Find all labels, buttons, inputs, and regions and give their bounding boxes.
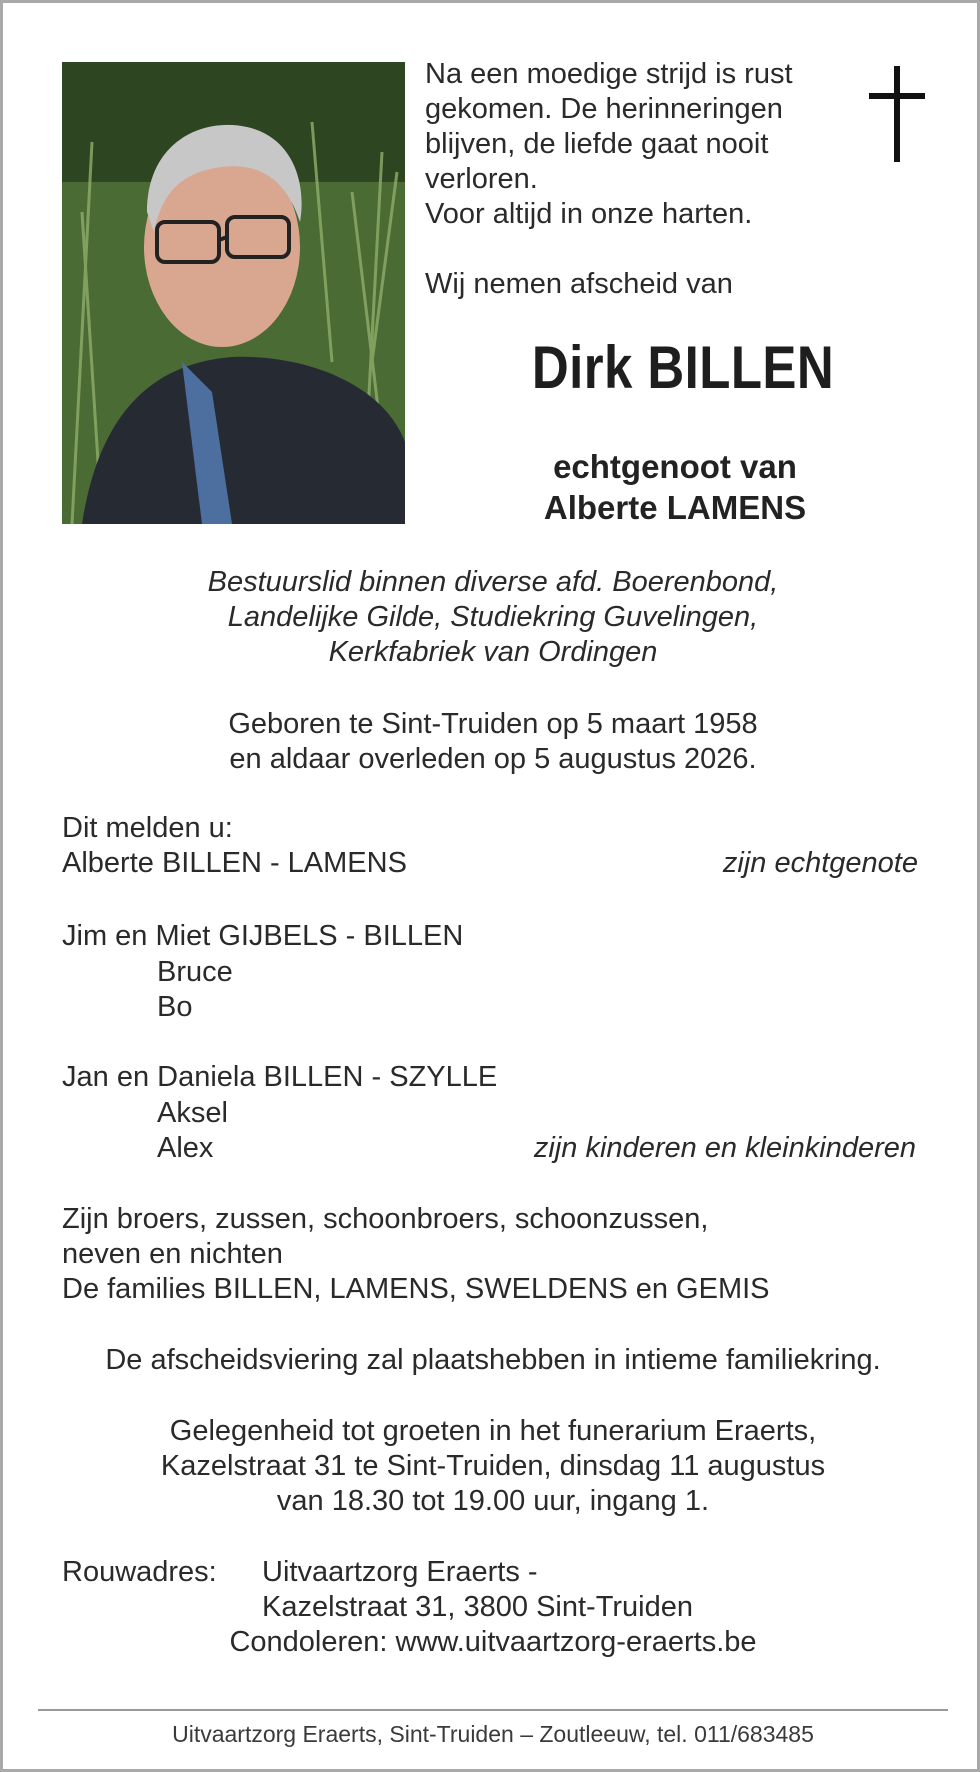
spouse-fullname: Alberte BILLEN - LAMENS	[62, 847, 407, 879]
cross-icon	[869, 66, 925, 162]
visitation-line: van 18.30 tot 19.00 uur, ingang 1.	[276, 1485, 710, 1517]
roles-block	[43, 565, 943, 670]
mourning-address-line: Uitvaartzorg Eraerts -	[262, 1556, 538, 1588]
family2-child: Alex	[157, 1132, 214, 1164]
death-line: en aldaar overleden op 5 augustus 2026.	[229, 743, 757, 775]
family2-child: Aksel	[157, 1097, 228, 1129]
visitation-line: Gelegenheid tot groeten in het funerarium Eraerts,	[169, 1415, 817, 1447]
role-line: Bestuurslid binnen diverse afd. Boerenbond,	[207, 566, 779, 598]
relatives-line: neven en nichten	[62, 1238, 283, 1270]
role-line: Kerkfabriek van Ordingen	[328, 636, 658, 668]
condolence-link[interactable]: Condoleren: www.uitvaartzorg-eraerts.be	[229, 1626, 757, 1658]
children-role: zijn kinderen en kleinkinderen	[533, 1132, 916, 1164]
mourning-address-label: Rouwadres:	[62, 1556, 217, 1588]
deceased-name: Dirk BILLEN	[531, 334, 835, 401]
intro-text	[425, 57, 845, 232]
spouse-role: zijn echtgenote	[722, 847, 918, 879]
spouse-block	[405, 446, 945, 528]
family1-parents: Jim en Miet GIJBELS - BILLEN	[62, 920, 464, 952]
birth-line: Geboren te Sint-Truiden op 5 maart 1958	[228, 708, 758, 740]
spouse-relation: echtgenoot van	[553, 448, 797, 485]
portrait-photo	[62, 62, 405, 524]
spouse-name: Alberte LAMENS	[543, 489, 807, 526]
mourning-address-line: Kazelstraat 31, 3800 Sint-Truiden	[262, 1591, 693, 1623]
role-line: Landelijke Gilde, Studiekring Guvelingen,	[227, 601, 759, 633]
birth-death-block	[43, 707, 943, 777]
family1-child: Bo	[157, 991, 193, 1023]
announcers-intro: Dit melden u:	[62, 812, 233, 844]
footer-divider	[38, 1709, 948, 1711]
relatives-line: Zijn broers, zussen, schoonbroers, schoonzussen,	[62, 1203, 709, 1235]
family2-parents: Jan en Daniela BILLEN - SZYLLE	[62, 1061, 498, 1093]
visitation-line: Kazelstraat 31 te Sint-Truiden, dinsdag 11 augustus	[160, 1450, 826, 1482]
footer-text: Uitvaartzorg Eraerts, Sint-Truiden – Zoutleeuw, tel. 011/683485	[172, 1721, 814, 1747]
families-line: De families BILLEN, LAMENS, SWELDENS en GEMIS	[62, 1273, 770, 1305]
intro-paragraph: Na een moedige strijd is rust gekomen. De herinneringen blijven, de liefde gaat nooit verloren. Voor altijd in onze harten.	[425, 58, 793, 230]
family1-child: Bruce	[157, 956, 233, 988]
farewell-text: Wij nemen afscheid van	[425, 268, 733, 300]
visitation-block	[43, 1414, 943, 1519]
ceremony-text: De afscheidsviering zal plaatshebben in intieme familiekring.	[105, 1344, 881, 1376]
